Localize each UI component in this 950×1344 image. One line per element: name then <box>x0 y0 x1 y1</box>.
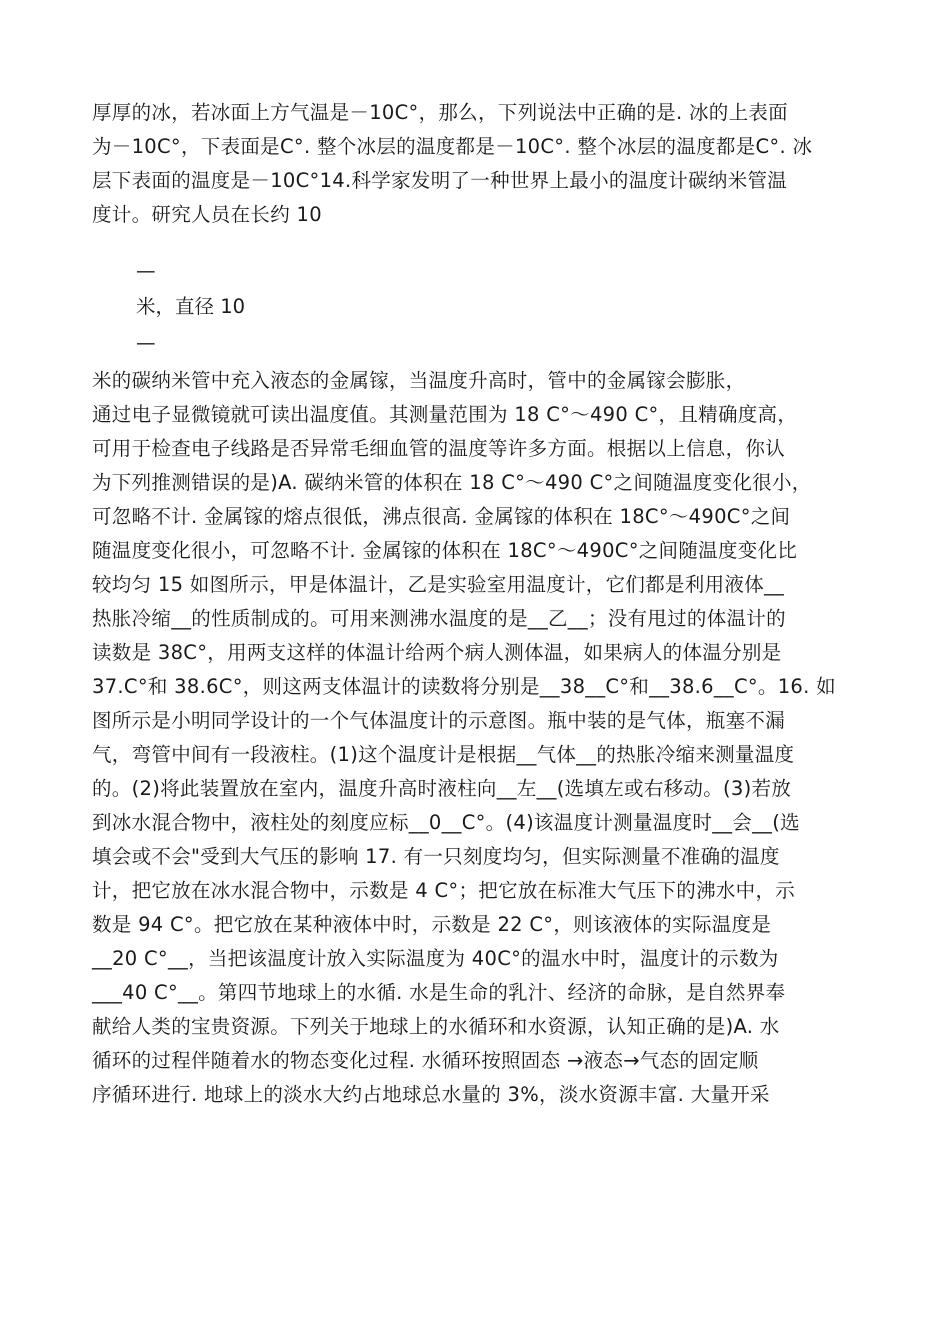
dash-line: — <box>136 331 156 354</box>
diameter-line: 米，直径 10 <box>136 295 246 318</box>
dash-line: — <box>136 259 156 282</box>
paragraph-ice-and-thermometer: 厚厚的冰，若冰面上方气温是－10C°，那么，下列说法中正确的是. 冰的上表面 为－10C°，下表面是C°. 整个冰层的温度都是－10C°. 整个冰层的温度都是C°. 冰 层下表面的温度是－10C°14.科学家发明了一种世界上最小的温度计碳纳米管温 度计。研究人员在长约 10 <box>92 101 813 226</box>
paragraph-main-questions: 米的碳纳米管中充入液态的金属镓，当温度升高时，管中的金属镓会膨胀， 通过电子显微镜就可读出温度值。其测量范围为 18 C°～490 C°，且精确度高， 可用于检查电子线路是否异常毛细血管的温度等许多方面。根据以上信息，你认 为下列推测错误的是)A. 碳纳米管的体积在 18 C°～490 C°之间随温度变化很小， 可忽略不计. 金属镓的熔点很低，沸点很高. 金属镓的体积在 18C°～490C°之间 随温度变化很小，可忽略不计. 金属镓的体积在 18C°～490C°之间随温度变化比 较均匀 15 如图所示，甲是体温计，乙是实验室用温度计，它们都是利用液体__ 热胀冷缩__的性质制成的。可用来测沸水温度的是__乙__；没有甩过的体温计的 读数是 38C°，用两支这样的体温计给两个病人测体温，如果病人的体温分别是 37.C°和 38.6C°，则这两支体温计的读数将分别是__38__C°和__38.6__C°。16. 如 图所示是小明同学设计的一个气体温度计的示意图。瓶中装的是气体，瓶塞不漏 气，弯管中间有一段液柱。(1)这个温度计是根据__气体__的热胀冷缩来测量温度 的。(2)将此装置放在室内，温度升高时液柱向__左__(选填左或右移动。(3)若放 到冰水混合物中，液柱处的刻度应标__0__C°。(4)该温度计测量温度时__会__(选 填会或不会"受到大气压的影响 17. 有一只刻度均匀，但实际测量不准确的温度 计，把它放在冰水混合物中，示数是 4 C°；把它放在标准大气压下的沸水中，示 数是 94 C°。把它放在某种液体中时，示数是 22 C°，则该液体的实际温度是 __20 C°__，当把该温度计放入实际温度为 40C°的温水中时，温度计的示数为 ___40 C°__。第四节地球上的水循. 水是生命的乳汁、经济的命脉，是自然界奉 献给人类的宝贵资源。下列关于地球上的水循环和水资源，认知正确的是)A. 水 循环的过程伴随着水的物态变化过程. 水循环按照固态 →液态→气态的固定顺 序循环进行. 地球上的淡水大约占地球总水量的 3%，淡水资源丰富. 大量开采 <box>92 369 836 1106</box>
